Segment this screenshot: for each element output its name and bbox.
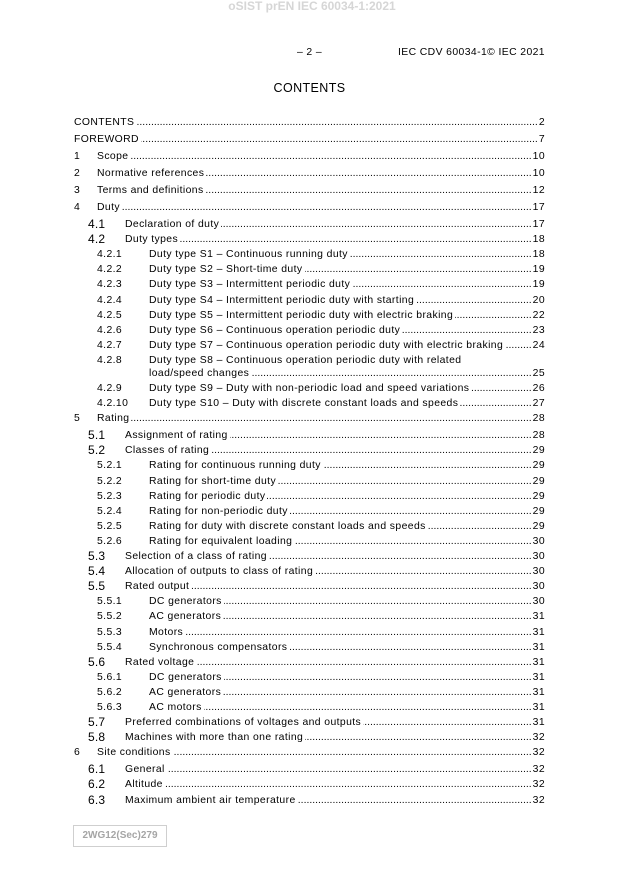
toc-section-title: Rating for short-time duty (149, 475, 277, 487)
toc-page-number: 32 (532, 779, 545, 791)
toc-entry-line (74, 294, 545, 307)
dot-leader (402, 324, 531, 337)
dot-leader (224, 595, 532, 608)
toc-page-number: 29 (532, 475, 545, 487)
toc-entry-line (74, 701, 545, 714)
toc-entry (74, 233, 545, 248)
page-number: – 2 – (296, 47, 323, 58)
dot-leader (130, 150, 531, 163)
toc-entry (74, 218, 545, 233)
toc-entry-line (74, 339, 545, 352)
toc-section-number: 5.2.3 (97, 490, 123, 502)
toc-entry (74, 133, 545, 150)
toc-section-number: 5.8 (88, 730, 106, 745)
toc-section-number: 6.3 (88, 792, 106, 807)
toc-section-number: 5.2.6 (97, 535, 123, 547)
dot-leader (267, 490, 531, 503)
toc-entry (74, 429, 545, 444)
toc-section-number: 4.2.1 (97, 249, 123, 261)
dot-leader (305, 263, 532, 276)
toc-entry (74, 309, 545, 324)
toc-entry (74, 167, 545, 184)
toc-page-number: 32 (532, 764, 545, 776)
toc-section-number: 5.6.1 (97, 671, 123, 683)
toc-page-number: 32 (532, 732, 545, 744)
toc-section-number: 5.6 (88, 654, 106, 669)
toc-section-number: 4.2.7 (97, 339, 123, 351)
toc-entry (74, 444, 545, 459)
toc-entry-line (74, 412, 545, 425)
toc-section-title: Declaration of duty (125, 219, 220, 231)
toc-entry-line (74, 382, 545, 395)
toc-section-number: 4.2.10 (97, 398, 129, 410)
toc-entry (74, 794, 545, 809)
toc-section-number: 2 (74, 167, 81, 179)
toc-section-number: 5.2.1 (97, 460, 123, 472)
dot-leader (211, 444, 531, 457)
toc-page-number: 30 (532, 551, 545, 563)
toc-page-number: 24 (532, 339, 545, 351)
page-title: CONTENTS (273, 81, 346, 95)
dot-leader (141, 133, 538, 146)
toc-page-number: 12 (532, 184, 545, 196)
toc-section-title: Rated output (125, 581, 190, 593)
toc-page-number: 31 (532, 686, 545, 698)
toc-section-title: AC motors (149, 701, 202, 713)
toc-entry (74, 535, 545, 550)
toc-entry (74, 656, 545, 671)
toc-page-number: 27 (532, 398, 545, 410)
toc-entry-line (74, 731, 545, 744)
toc-section-title: Duty type S8 – Continuous operation periodic duty with related (149, 354, 462, 366)
toc-entry-line (74, 167, 545, 180)
toc-entry-line (74, 218, 545, 231)
toc-entry (74, 459, 545, 474)
dot-leader (204, 701, 532, 714)
toc-entry (74, 412, 545, 429)
toc-entry (74, 550, 545, 565)
toc-entry-line (74, 133, 545, 146)
toc-section-title: Rating for continuous running duty (149, 460, 321, 472)
toc-page-number: 25 (532, 367, 545, 379)
dot-leader (298, 794, 532, 807)
toc-entry-line (74, 248, 545, 261)
dot-leader (428, 520, 532, 533)
document-code: 2WG12(Sec)279 (82, 830, 158, 841)
document-code-box (73, 825, 167, 847)
toc-entry (74, 278, 545, 293)
toc-section-number: 5.5 (88, 579, 106, 594)
toc-entry-line (74, 626, 545, 639)
toc-entry (74, 184, 545, 201)
toc-entry-line (74, 595, 545, 608)
toc-page-number: 23 (532, 324, 545, 336)
toc-entry (74, 382, 545, 397)
toc-page-number: 32 (532, 794, 545, 806)
toc-entry (74, 671, 545, 686)
toc-entry (74, 716, 545, 731)
dot-leader (206, 167, 531, 180)
toc-entry (74, 701, 545, 716)
toc-entry-line (74, 201, 545, 214)
toc-section-number: 5.7 (88, 715, 106, 730)
dot-leader (460, 397, 531, 410)
dot-leader (131, 412, 531, 425)
toc-section-title: Duty type S5 – Intermittent periodic duty with electric braking (149, 309, 454, 321)
toc-section-title: Rating for non-periodic duty (149, 505, 288, 517)
dot-leader (136, 116, 537, 129)
toc-section-number: 5.2.2 (97, 475, 123, 487)
toc-section-number: 1 (74, 150, 81, 162)
dot-leader (165, 778, 532, 791)
toc-section-title: Assignment of rating (125, 430, 228, 442)
toc-entry-line (74, 716, 545, 729)
toc-entry-line (74, 535, 545, 548)
dot-leader (173, 746, 532, 759)
watermark: oSIST prEN IEC 60034-1:2021 (228, 0, 396, 13)
toc-section-title: Rating for duty with discrete constant loads and speeds (149, 520, 426, 532)
dot-leader (505, 339, 531, 352)
toc-page-number: 31 (532, 641, 545, 653)
toc-page-number: 17 (532, 201, 545, 213)
toc-entry (74, 294, 545, 309)
toc-entry (74, 763, 545, 778)
toc-entry (74, 201, 545, 218)
toc-section-title: Rating (97, 413, 130, 425)
toc-section-title: Rated voltage (125, 656, 195, 668)
dot-leader (122, 201, 532, 214)
toc-section-title: Duty (97, 201, 120, 213)
toc-page-number: 2 (538, 116, 545, 128)
toc-section-title: Classes of rating (125, 445, 210, 457)
toc-section-number: 5.6.2 (97, 686, 123, 698)
toc-section-title: Synchronous compensators (149, 641, 288, 653)
toc-section-number: 5.2.4 (97, 505, 123, 517)
toc-entry-line (74, 686, 545, 699)
toc-entry (74, 116, 545, 133)
toc-entry-line (74, 520, 545, 533)
toc-page-number: 20 (532, 294, 545, 306)
toc-section-title: Duty types (125, 234, 179, 246)
toc-page-number: 19 (532, 279, 545, 291)
toc-entry-line (74, 610, 545, 623)
toc-section-number: 4.2.4 (97, 294, 123, 306)
toc-entry-line (74, 505, 545, 518)
dot-leader (196, 656, 531, 669)
toc-section-title: DC generators (149, 671, 222, 683)
toc-entry-line (74, 565, 545, 578)
toc-section-number: 5.2.5 (97, 520, 123, 532)
toc-entry-line (74, 233, 545, 246)
toc-section-number: 5.3 (88, 549, 106, 564)
toc-section-title: AC generators (149, 686, 222, 698)
dot-leader (315, 565, 532, 578)
toc-page-number: 18 (532, 234, 545, 246)
toc-section-number: 5 (74, 413, 81, 425)
toc-page-number: 10 (532, 150, 545, 162)
dot-leader (289, 641, 531, 654)
toc-entry (74, 580, 545, 595)
toc-entry-line (74, 116, 545, 129)
toc-section-title: Site conditions (97, 747, 171, 759)
page-header (74, 46, 545, 59)
toc-section-title: Altitude (125, 779, 163, 791)
toc-section-number: 6.1 (88, 762, 106, 777)
toc-entry-line (74, 324, 545, 337)
toc-page-number: 29 (532, 490, 545, 502)
toc-page-number: 28 (532, 430, 545, 442)
toc-entry (74, 641, 545, 656)
dot-leader (363, 716, 531, 729)
toc-section-number: 4.1 (88, 217, 106, 232)
toc-entry-line (74, 459, 545, 472)
toc-section-title: Duty type S10 – Duty with discrete constant loads and speeds (149, 398, 459, 410)
toc-entry (74, 475, 545, 490)
toc-section-title: Motors (149, 626, 184, 638)
dot-leader (455, 309, 531, 322)
toc-section-title: Normative references (97, 167, 205, 179)
toc-section-title: General (125, 764, 165, 776)
dot-leader (224, 671, 532, 684)
toc-entry (74, 565, 545, 580)
toc-section-number: 6.2 (88, 777, 106, 792)
toc-page-number: 29 (532, 505, 545, 517)
dot-leader (223, 686, 531, 699)
toc-section-number: 5.6.3 (97, 701, 123, 713)
dot-leader (305, 731, 531, 744)
dot-leader (167, 763, 532, 776)
document-reference: IEC CDV 60034-1© IEC 2021 (397, 47, 545, 58)
toc-section-number: 3 (74, 184, 81, 196)
toc-section-number: 4.2.3 (97, 279, 123, 291)
toc-page-number: 28 (532, 413, 545, 425)
toc-entry-line (74, 429, 545, 442)
toc-entry (74, 520, 545, 535)
toc-page-number: 31 (532, 626, 545, 638)
toc-section-title: CONTENTS (74, 116, 135, 128)
dot-leader (206, 184, 532, 197)
dot-leader (278, 475, 532, 488)
toc-section-title-continued: load/speed changes (149, 367, 250, 379)
toc-section-number: 4 (74, 201, 81, 213)
toc-entry (74, 263, 545, 278)
toc-page-number: 29 (532, 460, 545, 472)
toc-page-number: 30 (532, 596, 545, 608)
dot-leader (294, 535, 531, 548)
toc-entry (74, 354, 545, 382)
toc-entry-line (74, 490, 545, 503)
toc-entry-line (74, 278, 545, 291)
toc-section-title: Terms and definitions (97, 184, 204, 196)
toc-entry-line (74, 184, 545, 197)
toc-section-title: Selection of a class of rating (125, 551, 267, 563)
dot-leader (223, 610, 531, 623)
toc-page-number: 31 (532, 717, 545, 729)
toc-entry-line (74, 309, 545, 322)
toc-section-title: Preferred combinations of voltages and outputs (125, 717, 362, 729)
toc-section-number: 4.2.8 (97, 354, 123, 366)
toc-entry-line (74, 150, 545, 163)
dot-leader (471, 382, 531, 395)
toc-entry (74, 490, 545, 505)
toc-section-number: 6 (74, 747, 81, 759)
toc-entry (74, 626, 545, 641)
toc-section-number: 4.2.9 (97, 383, 123, 394)
toc-page-number: 26 (532, 383, 545, 394)
toc-section-number: 5.5.2 (97, 611, 123, 623)
toc-page-number: 29 (532, 520, 545, 532)
toc-entry-line (74, 641, 545, 654)
toc-section-number: 5.5.3 (97, 626, 123, 638)
toc-section-title: Duty type S2 – Short-time duty (149, 264, 303, 276)
dot-leader (191, 580, 531, 593)
toc-entry-line (74, 778, 545, 791)
toc-section-number: 5.1 (88, 428, 106, 443)
dot-leader (251, 367, 531, 380)
toc-section-number: 5.2 (88, 443, 106, 458)
toc-entry-line (74, 580, 545, 593)
toc-entry (74, 686, 545, 701)
toc-entry-line (74, 550, 545, 563)
toc-page-number: 17 (532, 219, 545, 231)
toc-section-title: Machines with more than one rating (125, 732, 304, 744)
toc-entry (74, 610, 545, 625)
toc-section-number: 4.2.5 (97, 309, 123, 321)
toc-entry (74, 324, 545, 339)
toc-entry (74, 505, 545, 520)
toc-page-number: 10 (532, 167, 545, 179)
toc-page-number: 30 (532, 581, 545, 593)
toc-page-number: 19 (532, 264, 545, 276)
dot-leader (269, 550, 532, 563)
toc-section-number: 5.5.1 (97, 596, 123, 608)
toc-section-number: 4.2.6 (97, 324, 123, 336)
toc-section-title: AC generators (149, 611, 222, 623)
toc-section-title: Maximum ambient air temperature (125, 794, 296, 806)
toc-section-title: Rating for equivalent loading (149, 535, 293, 547)
toc-entry (74, 150, 545, 167)
toc-section-title: Scope (97, 150, 129, 162)
dot-leader (221, 218, 531, 231)
toc-entry-line (74, 763, 545, 776)
toc-section-title: Duty type S4 – Intermittent periodic duty with starting (149, 294, 415, 306)
toc-page-number: 22 (532, 309, 545, 321)
dot-leader (352, 278, 531, 291)
toc-section-title: Rating for periodic duty (149, 490, 266, 502)
toc-page-number: 18 (532, 249, 545, 261)
toc-page-number: 29 (532, 445, 545, 457)
table-of-contents (74, 116, 545, 809)
toc-entry (74, 778, 545, 793)
dot-leader (290, 505, 532, 518)
toc-entry-line (74, 354, 545, 367)
toc-section-title: DC generators (149, 596, 222, 608)
toc-section-title: Duty type S7 – Continuous operation periodic duty with electric braking (149, 339, 504, 351)
dot-leader (323, 459, 532, 472)
toc-page-number: 7 (538, 133, 545, 145)
toc-entry-line (74, 397, 545, 410)
dot-leader (350, 248, 532, 261)
toc-entry (74, 746, 545, 763)
toc-section-number: 5.4 (88, 564, 106, 579)
toc-section-title: Duty type S1 – Continuous running duty (149, 249, 348, 261)
toc-section-number: 4.2 (88, 232, 106, 247)
toc-page-number: 31 (532, 611, 545, 623)
toc-entry-line (74, 263, 545, 276)
toc-entry (74, 397, 545, 412)
dot-leader (180, 233, 532, 246)
toc-entry-line (74, 475, 545, 488)
toc-entry-line (74, 746, 545, 759)
toc-section-title: Duty type S9 – Duty with non-periodic load and speed variations (149, 383, 470, 394)
toc-section-title: Duty type S6 – Continuous operation periodic duty (149, 324, 401, 336)
toc-entry-line (74, 656, 545, 669)
toc-page-number: 32 (532, 747, 545, 759)
toc-entry (74, 731, 545, 746)
toc-entry (74, 595, 545, 610)
toc-section-title: Duty type S3 – Intermittent periodic duty (149, 279, 351, 291)
toc-section-title: Allocation of outputs to class of rating (125, 566, 314, 578)
toc-entry-line (74, 367, 545, 380)
toc-section-number: 4.2.2 (97, 264, 123, 276)
toc-page-number: 31 (532, 671, 545, 683)
toc-section-title: FOREWORD (74, 133, 139, 145)
toc-entry-line (74, 444, 545, 457)
dot-leader (416, 294, 532, 307)
toc-page-number: 31 (532, 701, 545, 713)
toc-entry (74, 339, 545, 354)
toc-page-number: 30 (532, 566, 545, 578)
dot-leader (185, 626, 531, 639)
dot-leader (230, 429, 532, 442)
toc-entry (74, 248, 545, 263)
toc-page-number: 30 (532, 535, 545, 547)
toc-entry-line (74, 671, 545, 684)
toc-section-number: 5.5.4 (97, 641, 123, 653)
toc-entry-line (74, 794, 545, 807)
toc-page-number: 31 (532, 656, 545, 668)
